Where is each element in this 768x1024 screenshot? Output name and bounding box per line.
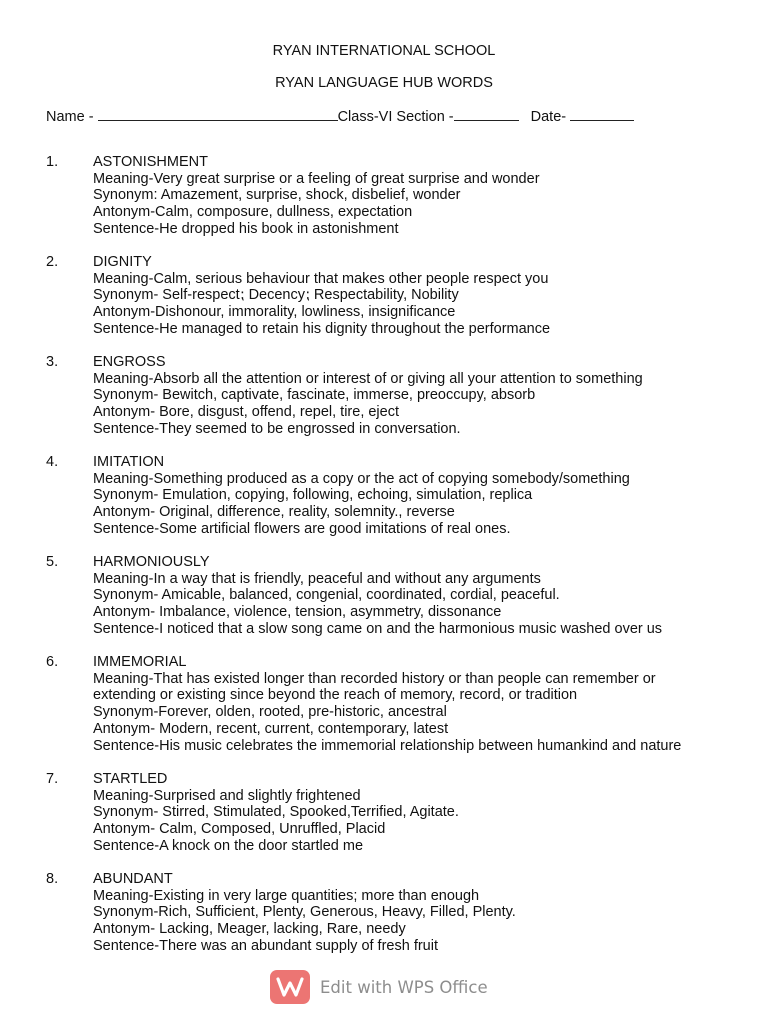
sentence-keyword: imitations bbox=[365, 520, 427, 537]
student-info-line bbox=[46, 106, 726, 125]
word-entry bbox=[0, 254, 768, 338]
name-label: Name - bbox=[46, 109, 94, 125]
entry-word: DIGNITY bbox=[93, 254, 152, 271]
wps-watermark-text: Edit with WPS Office bbox=[320, 977, 488, 997]
entry-meaning: Meaning-Absorb all the attention or interest of or giving all your attention to something bbox=[93, 370, 643, 387]
wps-watermark[interactable] bbox=[270, 968, 488, 1006]
entry-word: ASTONISHMENT bbox=[93, 154, 208, 170]
entry-antonym: Antonym- Calm, Composed, Unruffled, Placid bbox=[93, 820, 386, 837]
sentence-keyword: immemorial bbox=[321, 737, 396, 754]
entry-meaning: Meaning-That has existed longer than recorded history or than people can remember or extending or existing since beyond the reach of memory, record, or tradition bbox=[93, 670, 656, 704]
entry-synonym: Synonym- Emulation, copying, following, echoing, simulation, replica bbox=[93, 487, 533, 504]
entry-sentence: Sentence-Some artificial flowers are good imitations of real ones. bbox=[93, 520, 511, 537]
sentence-keyword: engrossed bbox=[287, 420, 355, 437]
entry-antonym: Antonym- Bore, disgust, offend, repel, tire, eject bbox=[93, 404, 400, 421]
entry-word: ABUNDANT bbox=[93, 870, 173, 887]
entry-meaning: Meaning-Something produced as a copy or the act of copying somebody/something bbox=[93, 470, 630, 487]
entry-sentence: Sentence-His music celebrates the immemorial relationship between humankind and nature bbox=[93, 737, 682, 754]
entry-synonym: Synonym- Amicable, balanced, congenial, coordinated, cordial, peaceful. bbox=[93, 587, 560, 604]
entry-number: 8. bbox=[46, 870, 59, 887]
entry-word: STARTLED bbox=[93, 770, 168, 787]
entry-antonym: Antonym- Imbalance, violence, tension, asymmetry, dissonance bbox=[93, 604, 502, 621]
entry-synonym: Synonym: Amazement, surprise, shock, disbelief, wonder bbox=[93, 187, 461, 204]
entry-sentence: Sentence-I noticed that a slow song came on and the harmonious music washed over us bbox=[93, 620, 663, 637]
word-list bbox=[0, 154, 768, 971]
entry-word: IMITATION bbox=[93, 454, 165, 471]
entry-meaning: Meaning-In a way that is friendly, peaceful and without any arguments bbox=[93, 570, 541, 587]
entry-number: 2. bbox=[46, 254, 59, 271]
wps-logo-icon bbox=[270, 970, 310, 1004]
word-entry bbox=[0, 454, 768, 538]
word-entry bbox=[0, 871, 768, 955]
word-entry bbox=[0, 554, 768, 638]
worksheet-title: RYAN LANGUAGE HUB WORDS bbox=[275, 75, 493, 91]
entry-synonym: Synonym- Self-respect⁏ Decency⁏ Respectability, Nobility bbox=[93, 287, 459, 304]
sentence-keyword: astonishment bbox=[312, 220, 399, 237]
entry-antonym: Antonym- Modern, recent, current, contemporary, latest bbox=[93, 720, 449, 737]
entry-synonym: Synonym-Forever, olden, rooted, pre-historic, ancestral bbox=[93, 704, 447, 721]
entry-meaning: Meaning-Surprised and slightly frightened bbox=[93, 787, 361, 804]
word-entry bbox=[0, 654, 768, 754]
entry-sentence: Sentence-There was an abundant supply of fresh fruit bbox=[93, 937, 438, 954]
entry-meaning: Meaning-Calm, serious behaviour that makes other people respect you bbox=[93, 270, 549, 287]
entry-synonym: Synonym- Bewitch, captivate, fascinate, immerse, preoccupy, absorb bbox=[93, 387, 536, 404]
date-label: Date- bbox=[530, 109, 567, 125]
word-entry bbox=[0, 154, 768, 238]
sentence-keyword: abundant bbox=[250, 937, 312, 954]
entry-meaning: Meaning-Existing in very large quantities; more than enough bbox=[93, 887, 480, 904]
name-blank bbox=[98, 106, 338, 121]
entry-synonym: Synonym-Rich, Sufficient, Plenty, Generous, Heavy, Filled, Plenty. bbox=[93, 904, 516, 921]
entry-synonym: Synonym- Stirred, Stimulated, Spooked,Terrified, Agitate. bbox=[93, 804, 459, 821]
word-entry bbox=[0, 354, 768, 438]
entry-number: 5. bbox=[46, 554, 59, 571]
sentence-keyword: dignity bbox=[325, 320, 368, 337]
entry-number: 6. bbox=[46, 654, 59, 671]
section-blank bbox=[454, 106, 519, 121]
entry-sentence: Sentence-He dropped his book in astonishment bbox=[93, 220, 399, 237]
entry-antonym: Antonym- Original, difference, reality, solemnity., reverse bbox=[93, 504, 455, 521]
date-blank bbox=[570, 106, 634, 121]
entry-word: IMMEMORIAL bbox=[93, 654, 187, 671]
entry-number: 3. bbox=[46, 354, 59, 371]
entry-antonym: Antonym-Calm, composure, dullness, expectation bbox=[93, 204, 413, 221]
entry-meaning: Meaning-Very great surprise or a feeling of great surprise and wonder bbox=[93, 170, 540, 187]
entry-antonym: Antonym- Lacking, Meager, lacking, Rare, needy bbox=[93, 920, 406, 937]
entry-number: 1. bbox=[46, 154, 59, 170]
school-title: RYAN INTERNATIONAL SCHOOL bbox=[272, 43, 496, 59]
word-entry bbox=[0, 771, 768, 855]
entry-number: 7. bbox=[46, 770, 59, 787]
class-section-label: Class-VI Section - bbox=[337, 109, 454, 125]
sentence-keyword: harmonious bbox=[438, 620, 515, 637]
entry-sentence: Sentence-They seemed to be engrossed in conversation. bbox=[93, 420, 461, 437]
entry-antonym: Antonym-Dishonour, immorality, lowliness, insignificance bbox=[93, 304, 456, 321]
entry-sentence: Sentence-A knock on the door startled me bbox=[93, 837, 364, 854]
entry-number: 4. bbox=[46, 454, 59, 471]
sentence-keyword: startled bbox=[291, 837, 339, 854]
entry-sentence: Sentence-He managed to retain his dignity throughout the performance bbox=[93, 320, 551, 337]
entry-word: HARMONIOUSLY bbox=[93, 554, 210, 571]
entry-word: ENGROSS bbox=[93, 354, 166, 371]
